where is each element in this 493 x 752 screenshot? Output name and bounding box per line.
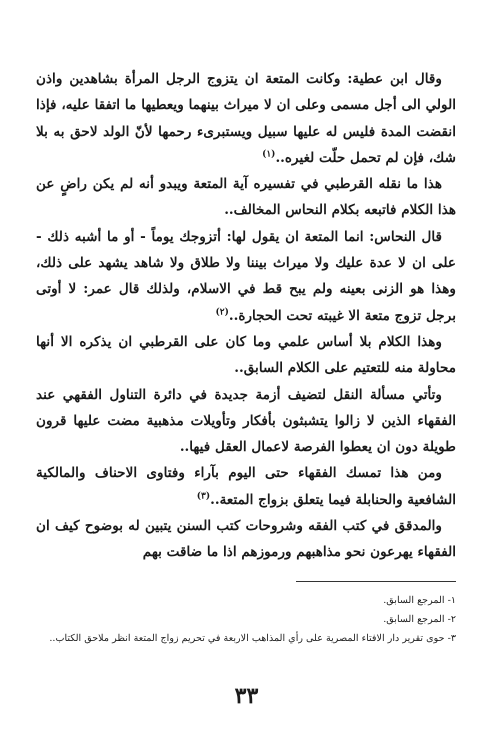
- paragraph-nahhas: [36, 224, 456, 329]
- footnote-item: ٢- المرجع السابق.: [383, 614, 456, 625]
- paragraph-text: ومن هذا تمسك الفقهاء حتى اليوم بآراء وفتاوى الاحناف والمالكية الشافعية والحنابلة فيما يتعلق بزواج المتعة..: [36, 465, 456, 508]
- footnote-marker: (١): [262, 149, 276, 160]
- page-number: ٣٣: [234, 683, 259, 709]
- paragraph-text: قال النحاس: انما المتعة ان يقول لها: أتزوجك يوماً - أو ما أشبه ذلك - على ان لا عدة عليك ولا ميراث بيننا ولا طلاق ولا شاهد يشهد على ذلك، وهذا هو الزنى بعينه ولم يبح قط في الاسلام، ولذلك قال عمر: لا أوتى برجل تزوج متعة الا غيبته تحت الحجارة..: [36, 228, 456, 324]
- paragraph-text: وتأتي مسألة النقل لتضيف أزمة جديدة في دائرة التناول الفقهي عند الفقهاء الذين لا زالوا يتشبثون بأفكار وتأويلات مذهبية مضت عليها قرون طويلة دون ان يعطوا الفرصة لاعمال العقل فيها..: [36, 386, 456, 456]
- paragraph-text: والمدقق في كتب الفقه وشروحات كتب السنن يتبين له بوضوح كيف ان الفقهاء يهرعون نحو مذاهبهم ورموزهم اذا ما ضاقت بهم: [36, 518, 456, 561]
- footnote-item: ١- المرجع السابق.: [383, 595, 456, 606]
- paragraph-text: وهذا الكلام بلا أساس علمي وما كان على القرطبي ان يذكره الا أنها محاولة منه للتعتيم على الكلام السابق..: [36, 333, 456, 377]
- footnotes: [36, 591, 456, 648]
- paragraph-ibn-atiyya: [36, 66, 456, 171]
- main-text: [36, 66, 456, 566]
- paragraph-text: وقال ابن عطية: وكانت المتعة ان يتزوج الرجل المرأة بشاهدين واذن الولي الى أجل مسمى وعلى ان لا ميراث بينهما ويعطيها ما اتفقا عليه، فإذا انقضت المدة فليس له عليها سبيل ويستبرىء رحمها لأنّ الولد لاحق به بلا شك، فإن لم تحمل حلّت لغيره..: [36, 71, 456, 166]
- paragraph-jurists: [36, 460, 456, 513]
- paragraph-critique: [36, 329, 456, 382]
- footnote-divider: [296, 581, 456, 582]
- paragraph-text: هذا ما نقله القرطبي في تفسيره آية المتعة ويبدو أنه لم يكن راضٍ عن هذا الكلام فاتبعه بكلام النحاس المخالف..: [36, 176, 456, 219]
- paragraph-transmission: [36, 382, 456, 461]
- paragraph-examiner: [36, 513, 456, 566]
- paragraph-qurtubi: [36, 171, 456, 224]
- footnote-marker: (٢): [215, 307, 229, 318]
- footnote-item: ٣- حوى تقرير دار الافتاء المصرية على رأي المذاهب الاربعة في تحريم زواج المتعة انظر ملاحق الكتاب..: [49, 633, 456, 644]
- footnote-marker: (٣): [196, 491, 211, 502]
